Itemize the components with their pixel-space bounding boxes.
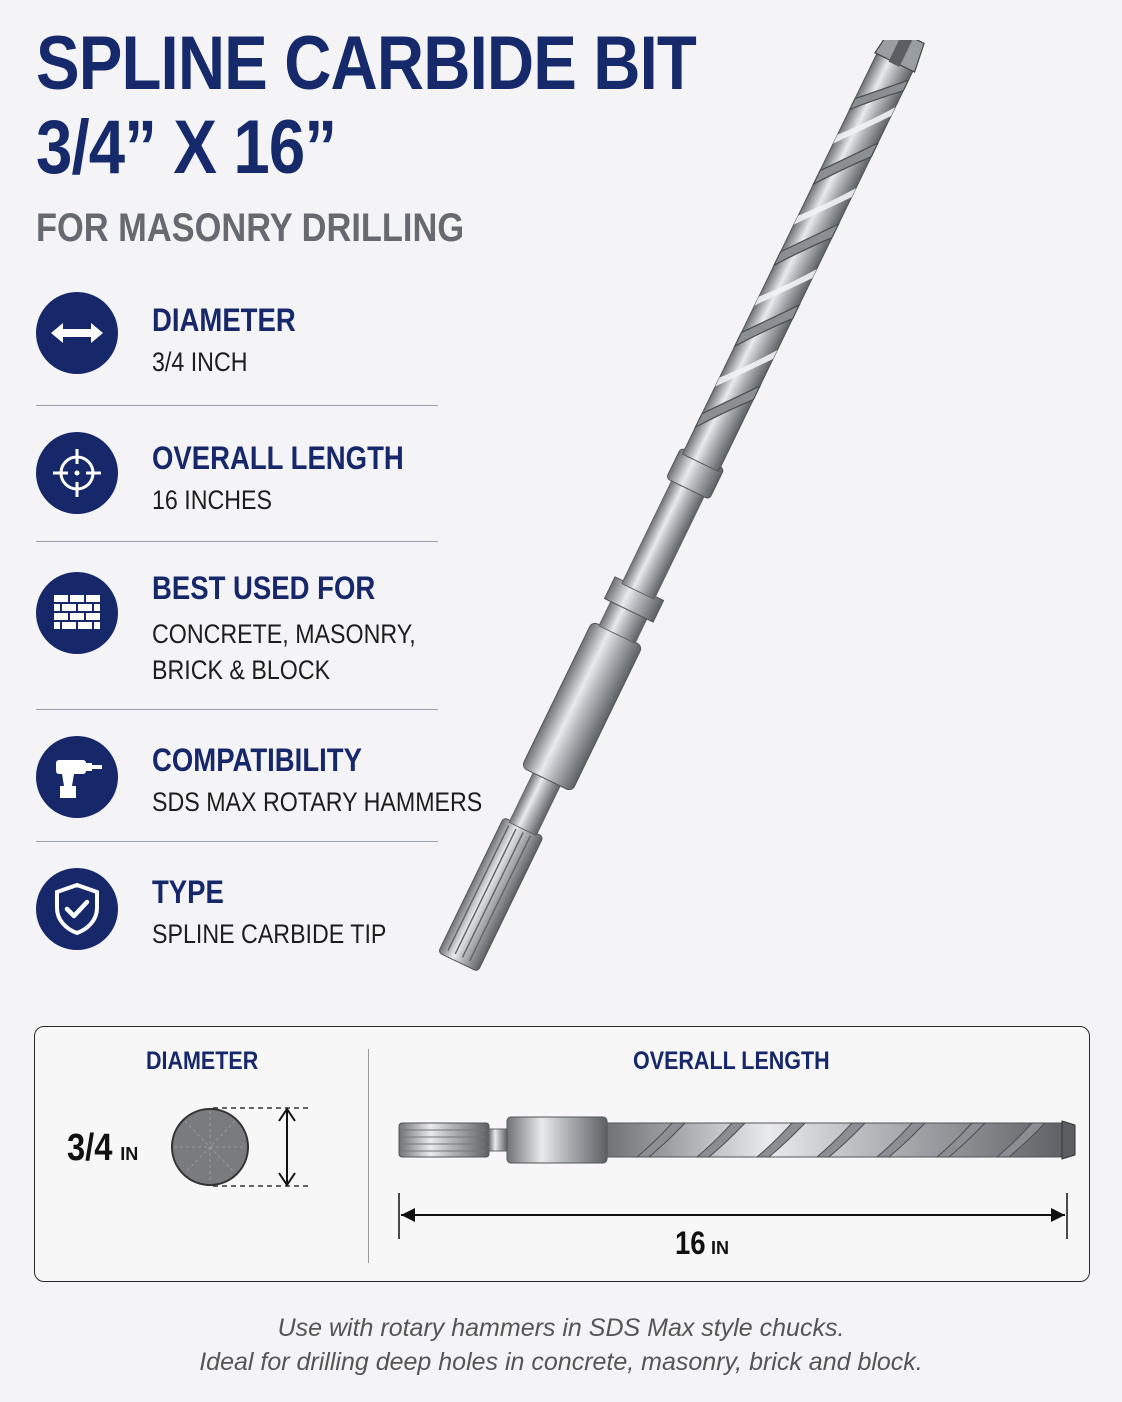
spec-title: COMPATIBILITY bbox=[152, 742, 362, 778]
length-value: 16 bbox=[675, 1225, 706, 1261]
length-diagram-drill bbox=[397, 1111, 1077, 1171]
spec-diameter bbox=[36, 292, 438, 406]
spec-desc: SDS MAX ROTARY HAMMERS bbox=[152, 787, 483, 817]
diameter-measure bbox=[67, 1127, 138, 1170]
spec-title: DIAMETER bbox=[152, 302, 296, 338]
spec-title: BEST USED FOR bbox=[152, 570, 376, 606]
footer-line-1: Use with rotary hammers in SDS Max style chucks. bbox=[277, 1314, 845, 1342]
length-unit: IN bbox=[711, 1238, 730, 1258]
spec-title: OVERALL LENGTH bbox=[152, 440, 404, 476]
diameter-heading: DIAMETER bbox=[146, 1047, 259, 1075]
spec-compatibility bbox=[36, 710, 483, 842]
drill-bit-image bbox=[420, 40, 1100, 990]
double-arrow-icon bbox=[36, 292, 118, 374]
title-line-2: 3/4” X 16” bbox=[36, 105, 337, 190]
diameter-value: 3/4 bbox=[67, 1127, 113, 1169]
spec-overall-length bbox=[36, 406, 438, 542]
length-dimension-arrow bbox=[395, 1191, 1075, 1241]
page-subtitle: FOR MASONRY DRILLING bbox=[36, 206, 465, 250]
diameter-diagram bbox=[165, 1097, 325, 1197]
length-measure bbox=[675, 1225, 729, 1262]
spec-type bbox=[36, 842, 438, 972]
spec-desc: 3/4 INCH bbox=[152, 347, 248, 377]
spec-desc: CONCRETE, MASONRY, bbox=[152, 619, 416, 649]
crosshair-icon bbox=[36, 432, 118, 514]
footer-line-2: Ideal for drilling deep holes in concrete, masonry, brick and block. bbox=[199, 1348, 923, 1376]
length-heading: OVERALL LENGTH bbox=[633, 1047, 830, 1075]
spec-title: TYPE bbox=[152, 874, 224, 910]
panel-divider bbox=[368, 1049, 369, 1263]
diameter-unit: IN bbox=[120, 1144, 139, 1164]
spec-best-used-for bbox=[36, 542, 438, 710]
shield-check-icon bbox=[36, 868, 118, 950]
brick-wall-icon bbox=[36, 572, 118, 654]
title-line-1: SPLINE CARBIDE BIT bbox=[36, 21, 696, 106]
drill-icon bbox=[36, 736, 118, 818]
footer-note bbox=[0, 1311, 1122, 1379]
dimensions-panel bbox=[34, 1026, 1090, 1282]
spec-desc: SPLINE CARBIDE TIP bbox=[152, 919, 387, 949]
spec-desc: 16 INCHES bbox=[152, 485, 273, 515]
spec-desc: BRICK & BLOCK bbox=[152, 655, 331, 685]
